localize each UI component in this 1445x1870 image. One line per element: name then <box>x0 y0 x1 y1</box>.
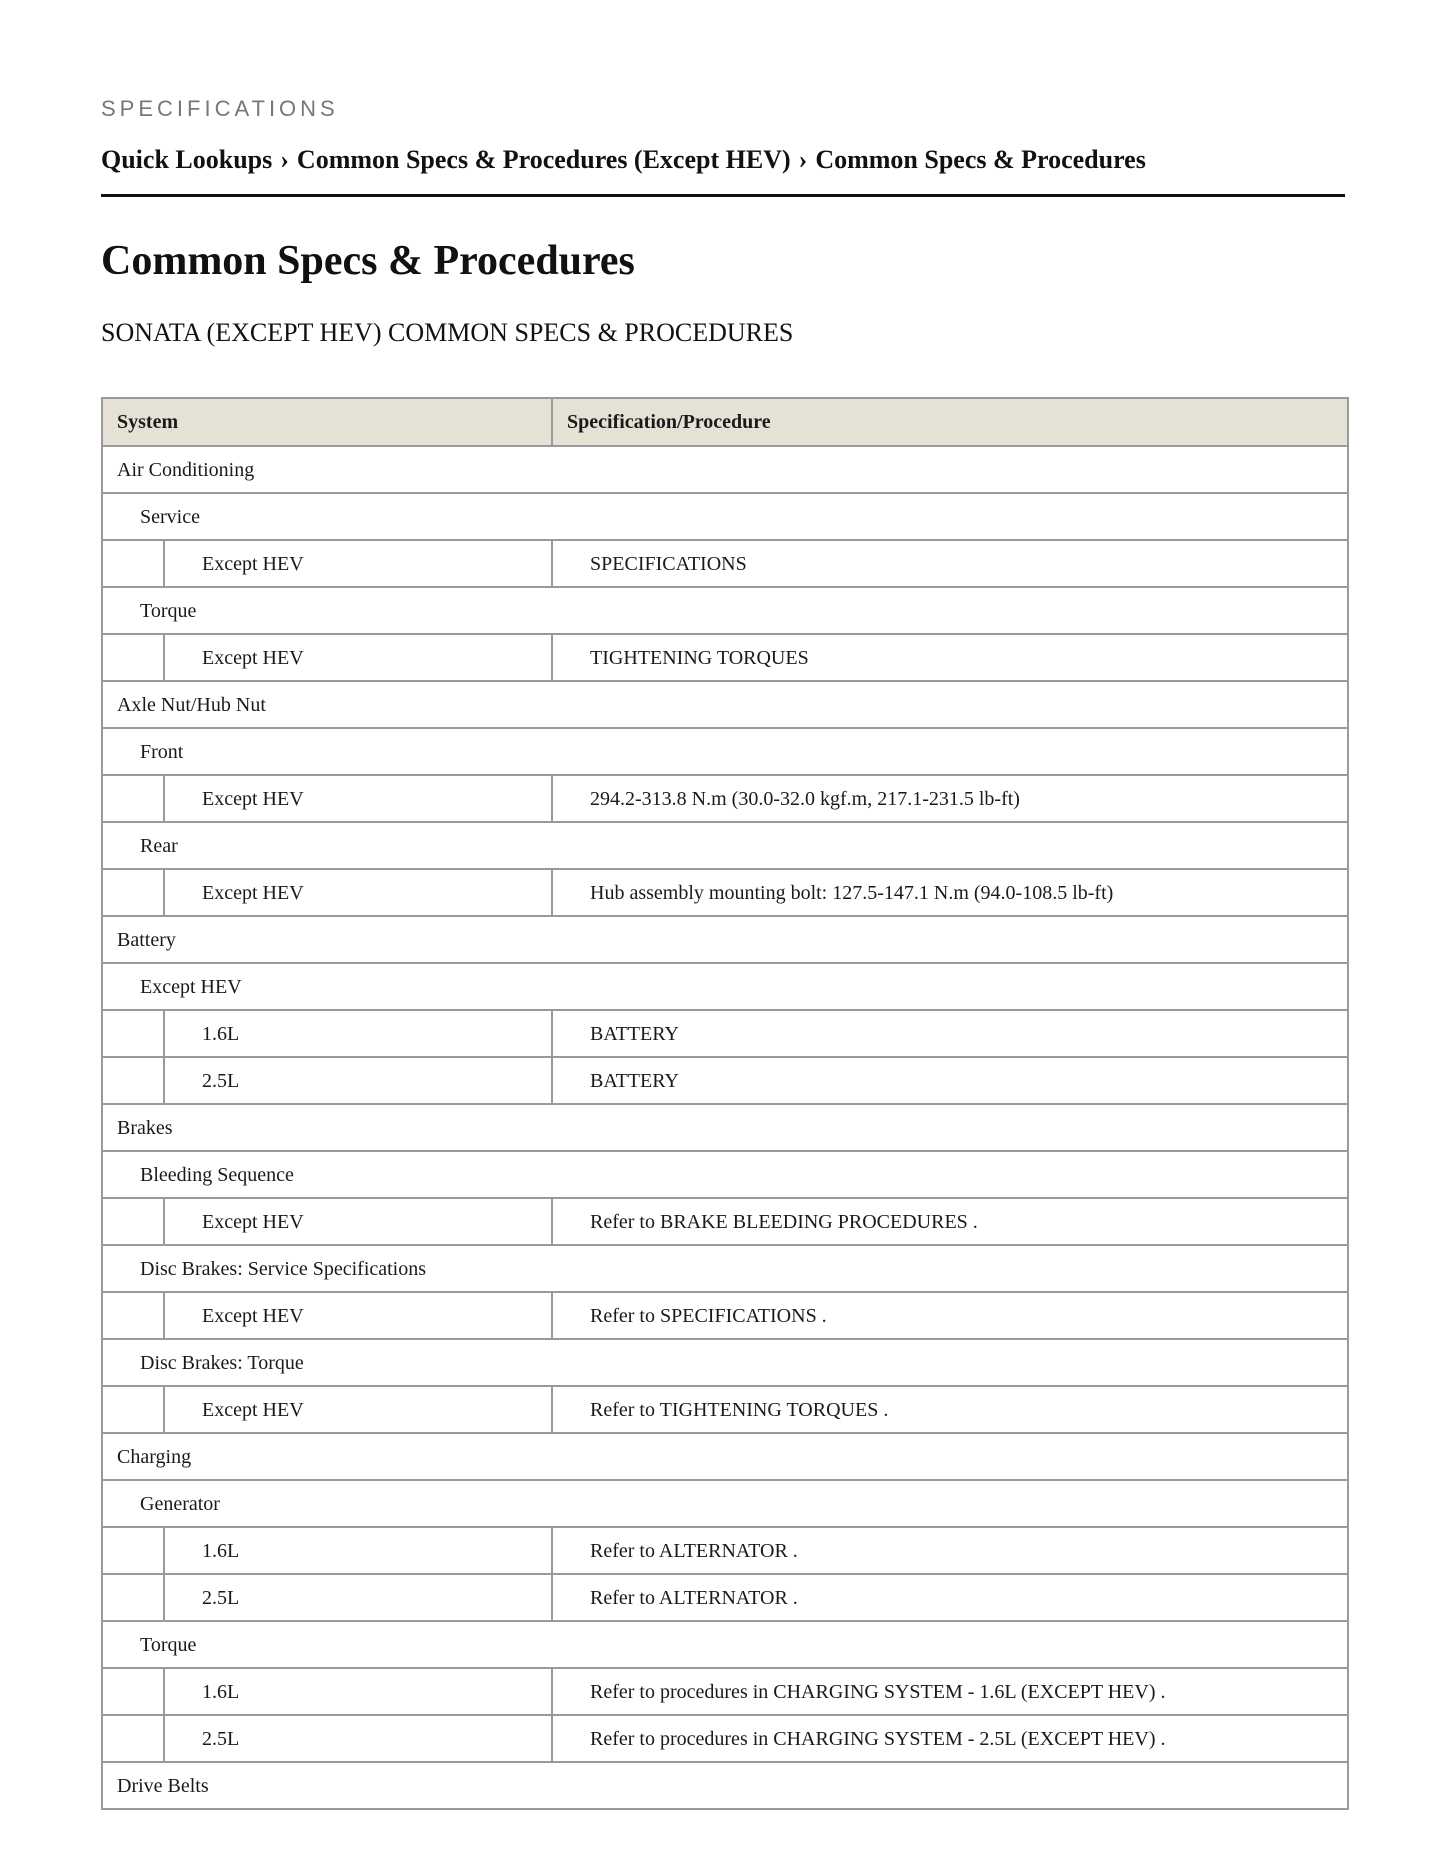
specification-cell[interactable]: Refer to ALTERNATOR . <box>552 1527 1348 1574</box>
indent-cell <box>102 775 164 822</box>
table-row <box>102 1715 1348 1762</box>
table-row <box>102 1621 1348 1668</box>
table-row <box>102 869 1348 916</box>
indent-cell <box>102 1574 164 1621</box>
system-subcategory-cell: Generator <box>102 1480 1348 1527</box>
system-category-cell: Charging <box>102 1433 1348 1480</box>
table-header-row <box>102 398 1348 446</box>
specification-cell[interactable]: SPECIFICATIONS <box>552 540 1348 587</box>
table-row <box>102 1339 1348 1386</box>
indent-cell <box>102 634 164 681</box>
indent-cell <box>102 1715 164 1762</box>
indent-cell <box>102 1527 164 1574</box>
system-item-cell: 1.6L <box>164 1010 552 1057</box>
system-item-cell: 1.6L <box>164 1527 552 1574</box>
system-item-cell: Except HEV <box>164 1198 552 1245</box>
indent-cell <box>102 1668 164 1715</box>
table-row <box>102 1527 1348 1574</box>
specification-cell[interactable]: Refer to TIGHTENING TORQUES . <box>552 1386 1348 1433</box>
system-item-cell: Except HEV <box>164 1386 552 1433</box>
system-subcategory-cell: Disc Brakes: Service Specifications <box>102 1245 1348 1292</box>
column-header-specification: Specification/Procedure <box>552 398 1348 446</box>
table-row <box>102 1245 1348 1292</box>
system-category-cell: Drive Belts <box>102 1762 1348 1809</box>
indent-cell <box>102 1010 164 1057</box>
system-subcategory-cell: Torque <box>102 587 1348 634</box>
specification-cell[interactable]: Refer to SPECIFICATIONS . <box>552 1292 1348 1339</box>
table-row <box>102 1574 1348 1621</box>
specification-cell[interactable]: 294.2-313.8 N.m (30.0-32.0 kgf.m, 217.1-231.5 lb-ft) <box>552 775 1348 822</box>
table-row <box>102 1292 1348 1339</box>
table-row <box>102 1762 1348 1809</box>
system-subcategory-cell: Bleeding Sequence <box>102 1151 1348 1198</box>
table-body <box>102 446 1348 1809</box>
table-row <box>102 1668 1348 1715</box>
system-item-cell: Except HEV <box>164 540 552 587</box>
indent-cell <box>102 1292 164 1339</box>
table-row <box>102 446 1348 493</box>
table-row <box>102 916 1348 963</box>
system-item-cell: 1.6L <box>164 1668 552 1715</box>
table-row <box>102 963 1348 1010</box>
table-row <box>102 634 1348 681</box>
table-row <box>102 681 1348 728</box>
table-row <box>102 493 1348 540</box>
system-item-cell: Except HEV <box>164 775 552 822</box>
table-row <box>102 1057 1348 1104</box>
indent-cell <box>102 1198 164 1245</box>
indent-cell <box>102 1386 164 1433</box>
specification-cell[interactable]: TIGHTENING TORQUES <box>552 634 1348 681</box>
page-subtitle: SONATA (EXCEPT HEV) COMMON SPECS & PROCEDURES <box>101 318 794 347</box>
specification-cell[interactable]: BATTERY <box>552 1010 1348 1057</box>
specification-cell[interactable]: BATTERY <box>552 1057 1348 1104</box>
breadcrumb-separator: › <box>798 145 808 174</box>
specification-cell[interactable]: Refer to BRAKE BLEEDING PROCEDURES . <box>552 1198 1348 1245</box>
table-row <box>102 1386 1348 1433</box>
table-row <box>102 540 1348 587</box>
system-category-cell: Air Conditioning <box>102 446 1348 493</box>
system-category-cell: Axle Nut/Hub Nut <box>102 681 1348 728</box>
breadcrumb-current-page: Common Specs & Procedures <box>815 145 1146 174</box>
system-item-cell: 2.5L <box>164 1715 552 1762</box>
system-category-cell: Battery <box>102 916 1348 963</box>
system-subcategory-cell: Front <box>102 728 1348 775</box>
system-subcategory-cell: Disc Brakes: Torque <box>102 1339 1348 1386</box>
system-item-cell: Except HEV <box>164 1292 552 1339</box>
specification-cell[interactable]: Refer to procedures in CHARGING SYSTEM - 1.6L (EXCEPT HEV) . <box>552 1668 1348 1715</box>
system-item-cell: Except HEV <box>164 869 552 916</box>
table-row <box>102 1010 1348 1057</box>
specification-cell[interactable]: Refer to ALTERNATOR . <box>552 1574 1348 1621</box>
table-row <box>102 1198 1348 1245</box>
column-header-system: System <box>102 398 552 446</box>
indent-cell <box>102 1057 164 1104</box>
table-row <box>102 728 1348 775</box>
specification-cell[interactable]: Refer to procedures in CHARGING SYSTEM - 2.5L (EXCEPT HEV) . <box>552 1715 1348 1762</box>
section-kicker: SPECIFICATIONS <box>101 96 339 121</box>
table-row <box>102 1480 1348 1527</box>
page-title: Common Specs & Procedures <box>101 238 635 284</box>
specification-cell[interactable]: Hub assembly mounting bolt: 127.5-147.1 N.m (94.0-108.5 lb-ft) <box>552 869 1348 916</box>
indent-cell <box>102 540 164 587</box>
system-category-cell: Brakes <box>102 1104 1348 1151</box>
table-row <box>102 587 1348 634</box>
breadcrumb <box>101 144 1345 197</box>
system-subcategory-cell: Rear <box>102 822 1348 869</box>
table-row <box>102 1151 1348 1198</box>
system-subcategory-cell: Service <box>102 493 1348 540</box>
table-row <box>102 1433 1348 1480</box>
breadcrumb-link-quick-lookups[interactable]: Quick Lookups <box>101 145 273 174</box>
table-row <box>102 1104 1348 1151</box>
system-subcategory-cell: Except HEV <box>102 963 1348 1010</box>
system-subcategory-cell: Torque <box>102 1621 1348 1668</box>
specs-table <box>101 397 1349 1810</box>
system-item-cell: 2.5L <box>164 1057 552 1104</box>
breadcrumb-link-common-specs-except-hev[interactable]: Common Specs & Procedures (Except HEV) <box>296 145 791 174</box>
table-row <box>102 775 1348 822</box>
table-row <box>102 822 1348 869</box>
system-item-cell: Except HEV <box>164 634 552 681</box>
indent-cell <box>102 869 164 916</box>
breadcrumb-separator: › <box>280 145 289 174</box>
system-item-cell: 2.5L <box>164 1574 552 1621</box>
